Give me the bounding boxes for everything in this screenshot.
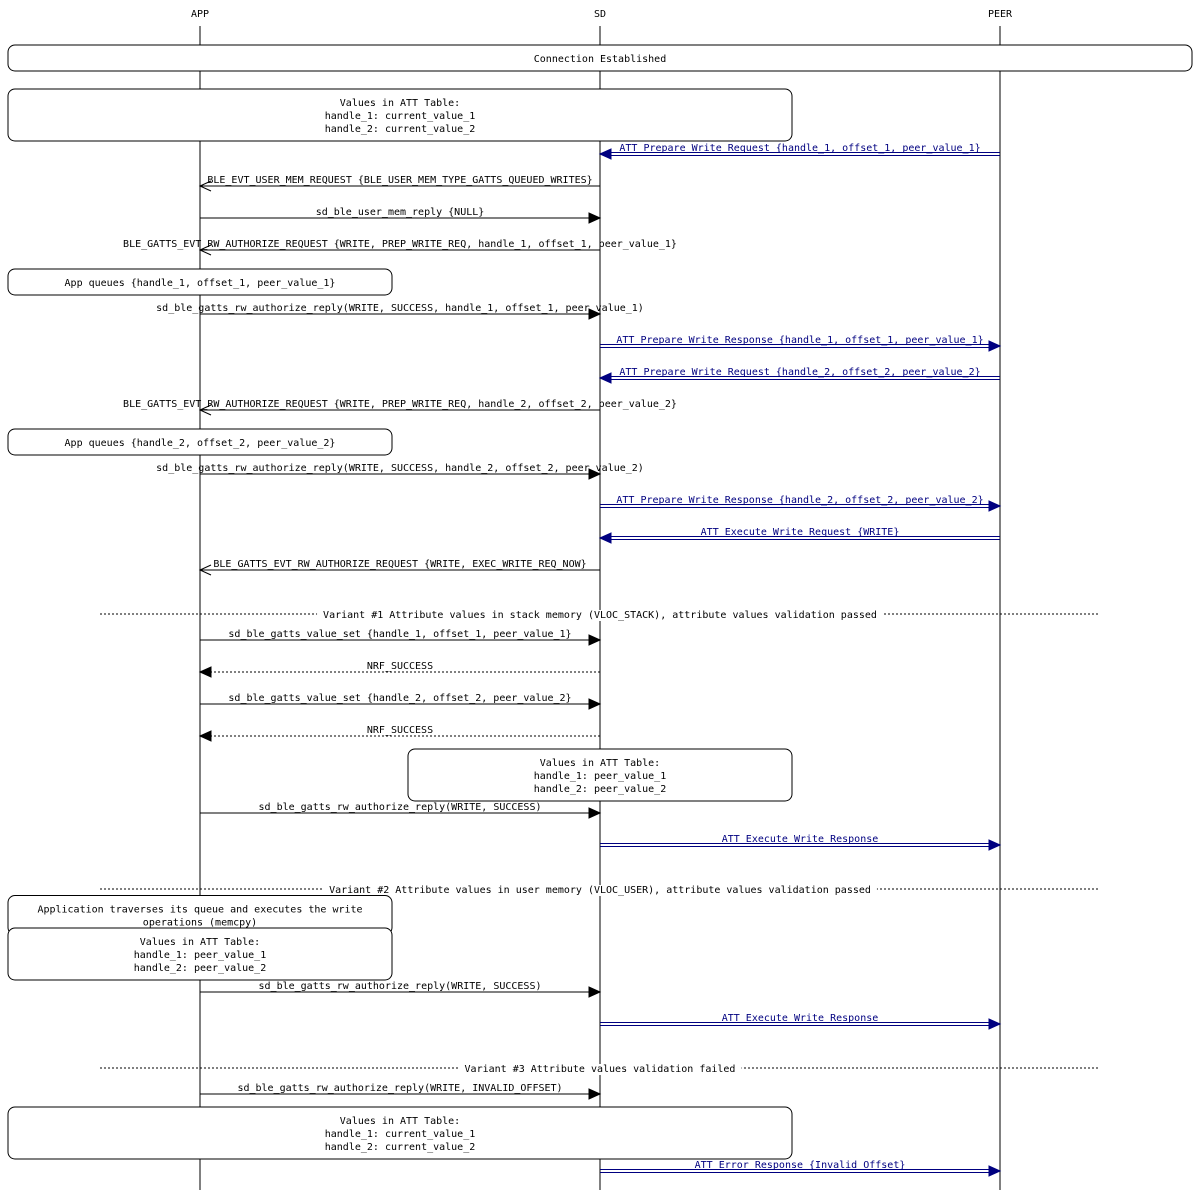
message-label: ATT Execute Write Response [721,834,879,845]
filled-arrowhead-icon [600,373,611,383]
message-label: BLE_GATTS_EVT_RW_AUTHORIZE_REQUEST {WRITE, PREP_WRITE_REQ, handle_2, offset_2, peer_value_2} [123,399,677,410]
message-row [200,175,600,191]
message-label: sd_ble_gatts_value_set {handle_2, offset_2, peer_value_2} [228,693,572,704]
note-text: operations (memcpy) [142,917,258,929]
note-text: Connection Established [533,54,667,65]
message-label: ATT Prepare Write Request {handle_2, offset_2, peer_value_2} [619,367,981,378]
message-row [200,725,600,741]
note-text: Values in ATT Table: [339,1116,461,1127]
filled-arrowhead-icon [989,501,1000,511]
message-label: ATT Prepare Write Response {handle_2, offset_2, peer_value_2} [616,495,984,506]
message-label: BLE_EVT_USER_MEM_REQUEST {BLE_USER_MEM_TYPE_GATTS_QUEUED_WRITES} [207,175,593,186]
message-row [200,661,600,677]
message-label: sd_ble_gatts_rw_authorize_reply(WRITE, SUCCESS, handle_2, offset_2, peer_value_2) [156,463,644,474]
entity-label-peer: PEER [987,9,1013,20]
note-row [8,429,392,455]
note-text: handle_1: current_value_1 [324,111,476,122]
divider-row [100,610,1100,621]
note-row [8,1107,792,1159]
message-row [200,1083,600,1099]
message-row [600,367,1000,383]
message-label: ATT Prepare Write Response {handle_1, offset_1, peer_value_1} [616,335,984,346]
filled-arrowhead-icon [989,1019,1000,1029]
note-text: handle_1: peer_value_1 [133,950,267,961]
message-label: sd_ble_gatts_rw_authorize_reply(WRITE, SUCCESS) [258,981,542,992]
note-text: Values in ATT Table: [339,98,461,109]
filled-arrowhead-icon [589,213,600,223]
message-row [200,559,600,575]
message-row [600,1160,1000,1176]
message-row [123,399,677,415]
filled-arrowhead-icon [989,341,1000,351]
note-text: handle_2: current_value_2 [324,1142,476,1153]
note-text: handle_2: peer_value_2 [133,963,267,974]
filled-arrowhead-icon [589,635,600,645]
message-row [600,495,1000,511]
message-row [156,303,644,319]
divider-row [100,1064,1100,1075]
message-label: ATT Prepare Write Request {handle_1, offset_1, peer_value_1} [619,143,981,154]
filled-arrowhead-icon [200,667,211,677]
divider-label: Variant #2 Attribute values in user memory (VLOC_USER), attribute values validation passed [329,885,871,896]
note-text: handle_1: current_value_1 [324,1129,476,1140]
lifelines [200,26,1000,1190]
message-row [600,527,1000,543]
message-label: NRF_SUCCESS [366,661,434,672]
note-text: handle_2: peer_value_2 [533,784,667,795]
message-row [600,143,1000,159]
filled-arrowhead-icon [989,1166,1000,1176]
message-row [123,239,677,255]
message-row [200,207,600,223]
note-text: App queues {handle_1, offset_1, peer_value_1} [64,278,336,289]
message-row [600,335,1000,351]
message-row [600,834,1000,850]
message-label: sd_ble_gatts_rw_authorize_reply(WRITE, SUCCESS, handle_1, offset_1, peer_value_1) [156,303,644,314]
note-text: handle_2: current_value_2 [324,124,476,135]
filled-arrowhead-icon [200,731,211,741]
filled-arrowhead-icon [989,840,1000,850]
message-row [600,1013,1000,1029]
filled-arrowhead-icon [600,533,611,543]
note-text: Application traverses its queue and executes the write [37,904,363,916]
message-row [200,629,600,645]
note-row [8,89,792,141]
message-label: sd_ble_user_mem_reply {NULL} [315,207,485,218]
note-text: handle_1: peer_value_1 [533,771,667,782]
filled-arrowhead-icon [600,149,611,159]
message-label: ATT Execute Write Response [721,1013,879,1024]
message-label: sd_ble_gatts_value_set {handle_1, offset_1, peer_value_1} [228,629,572,640]
message-row [156,463,644,479]
entity-headers [191,9,1013,20]
divider-label: Variant #1 Attribute values in stack memory (VLOC_STACK), attribute values validation passed [323,610,877,621]
note-row [408,749,792,801]
message-label: sd_ble_gatts_rw_authorize_reply(WRITE, SUCCESS) [258,802,542,813]
filled-arrowhead-icon [589,808,600,818]
message-row [200,693,600,709]
message-label: NRF_SUCCESS [366,725,434,736]
entity-label-app: APP [190,9,210,20]
message-label: BLE_GATTS_EVT_RW_AUTHORIZE_REQUEST {WRITE, EXEC_WRITE_REQ_NOW} [213,559,587,570]
message-row [200,981,600,997]
message-row [200,802,600,818]
filled-arrowhead-icon [589,1089,600,1099]
note-row [8,45,1192,71]
message-label: ATT Error Response {Invalid Offset} [694,1160,906,1171]
divider-label: Variant #3 Attribute values validation failed [464,1064,736,1075]
divider-row [100,885,1100,896]
message-label: ATT Execute Write Request {WRITE} [700,527,900,538]
message-label: sd_ble_gatts_rw_authorize_reply(WRITE, INVALID_OFFSET) [237,1083,563,1094]
note-text: Values in ATT Table: [539,758,661,769]
filled-arrowhead-icon [589,987,600,997]
note-row [8,269,392,295]
filled-arrowhead-icon [589,699,600,709]
message-label: BLE_GATTS_EVT_RW_AUTHORIZE_REQUEST {WRITE, PREP_WRITE_REQ, handle_1, offset_1, peer_value_1} [123,239,677,250]
note-row [8,928,392,980]
note-text: App queues {handle_2, offset_2, peer_value_2} [64,438,336,449]
entity-label-sd: SD [593,9,607,20]
note-text: Values in ATT Table: [139,937,261,948]
